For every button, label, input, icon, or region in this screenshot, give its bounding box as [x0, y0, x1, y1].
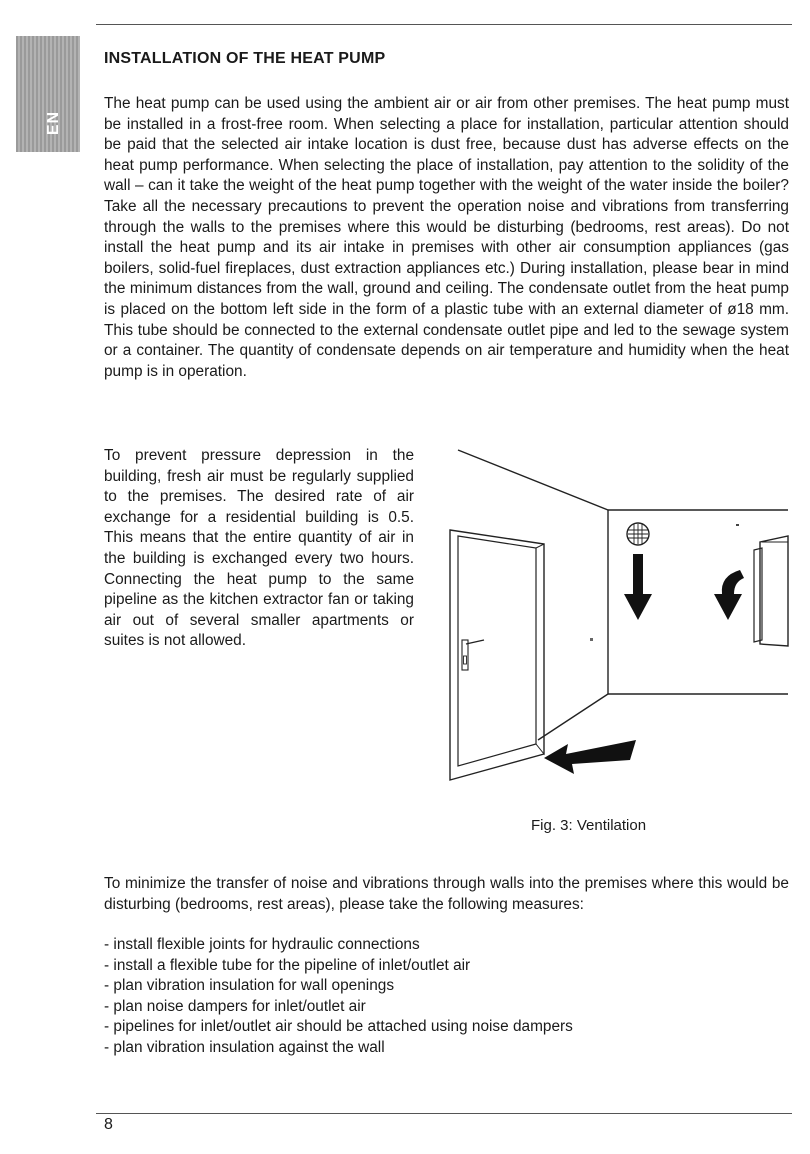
window-frame	[760, 536, 788, 646]
list-item: - plan vibration insulation for wall openings	[104, 977, 395, 995]
door-frame	[450, 530, 544, 780]
bottom-rule	[96, 1113, 792, 1114]
air-down-arrow	[624, 554, 652, 620]
wall-mark-2	[590, 638, 593, 641]
ventilation-figure	[440, 444, 790, 784]
floor-perspective-line	[538, 694, 608, 740]
section-title: INSTALLATION OF THE HEAT PUMP	[104, 50, 386, 67]
door-panel	[458, 536, 536, 766]
figure-caption: Fig. 3: Ventilation	[531, 817, 647, 834]
door-handle-lever	[466, 640, 484, 644]
door-keyhole	[464, 656, 467, 664]
list-item: - pipelines for inlet/outlet air should be attached using noise dampers	[104, 1018, 573, 1036]
measures-intro: To minimize the transfer of noise and vibrations through walls into the premises where this would be disturbing (bedrooms, rest areas), please take the following measures:	[104, 875, 789, 913]
measures-list	[104, 935, 573, 1059]
window-sash	[754, 548, 762, 642]
door-opening	[536, 544, 544, 754]
language-tab	[16, 36, 80, 152]
page-number: 8	[104, 1116, 113, 1133]
top-rule	[96, 24, 792, 25]
language-code: EN	[45, 110, 63, 136]
list-item: - install flexible joints for hydraulic connections	[104, 936, 420, 953]
floor-air-arrow	[544, 740, 636, 774]
list-item: - install a flexible tube for the pipeline of inlet/outlet air	[104, 956, 471, 974]
door-handle-plate	[462, 640, 468, 670]
window-air-arrow	[714, 570, 744, 620]
wall-mark	[736, 524, 739, 526]
list-item: - plan vibration insulation against the wall	[104, 1038, 385, 1056]
intro-paragraph: The heat pump can be used using the ambient air or air from other premises. The heat pump must be installed in a frost-free room. When selecting a place for installation, particular attention should be paid that the selected air intake location is dust free, because dust has adverse effects on the heat pump performance. When selecting the place of installation, pay attention to the solidity of the wall – can it take the weight of the heat pump together with the weight of the water inside the boiler? Take all the necessary precautions to prevent the operation noise and vibrations from transferring through the walls to the premises where this would be disturbing (bedrooms, rest areas). Do not install the heat pump and its air intake in premises with other air consumption appliances (gas boilers, solid-fuel fireplaces, dust extraction appliances etc.) During installation, please bear in mind the minimum distances from the wall, ground and ceiling. The condensate outlet from the heat pump is placed on the bottom left side in the form of a plastic tube with an external diameter of ø18 mm. This tube should be connected to the external condensate outlet pipe and led to the sewage system or a container. The quantity of condensate depends on air temperature and humidity when the heat pump is in operation.	[104, 95, 789, 380]
ceiling-line	[458, 450, 608, 510]
list-item: - plan noise dampers for inlet/outlet air	[104, 997, 366, 1015]
ventilation-paragraph: To prevent pressure depression in the building, fresh air must be regularly supplied to the premises. The desired rate of air exchange for a residential building is 0.5. This means that the entire quantity of air in the building is exchanged every two hours. Connecting the heat pump to the same pipeline as the kitchen extractor fan or taking air out of several smaller apartments or suites is not allowed.	[104, 447, 414, 650]
